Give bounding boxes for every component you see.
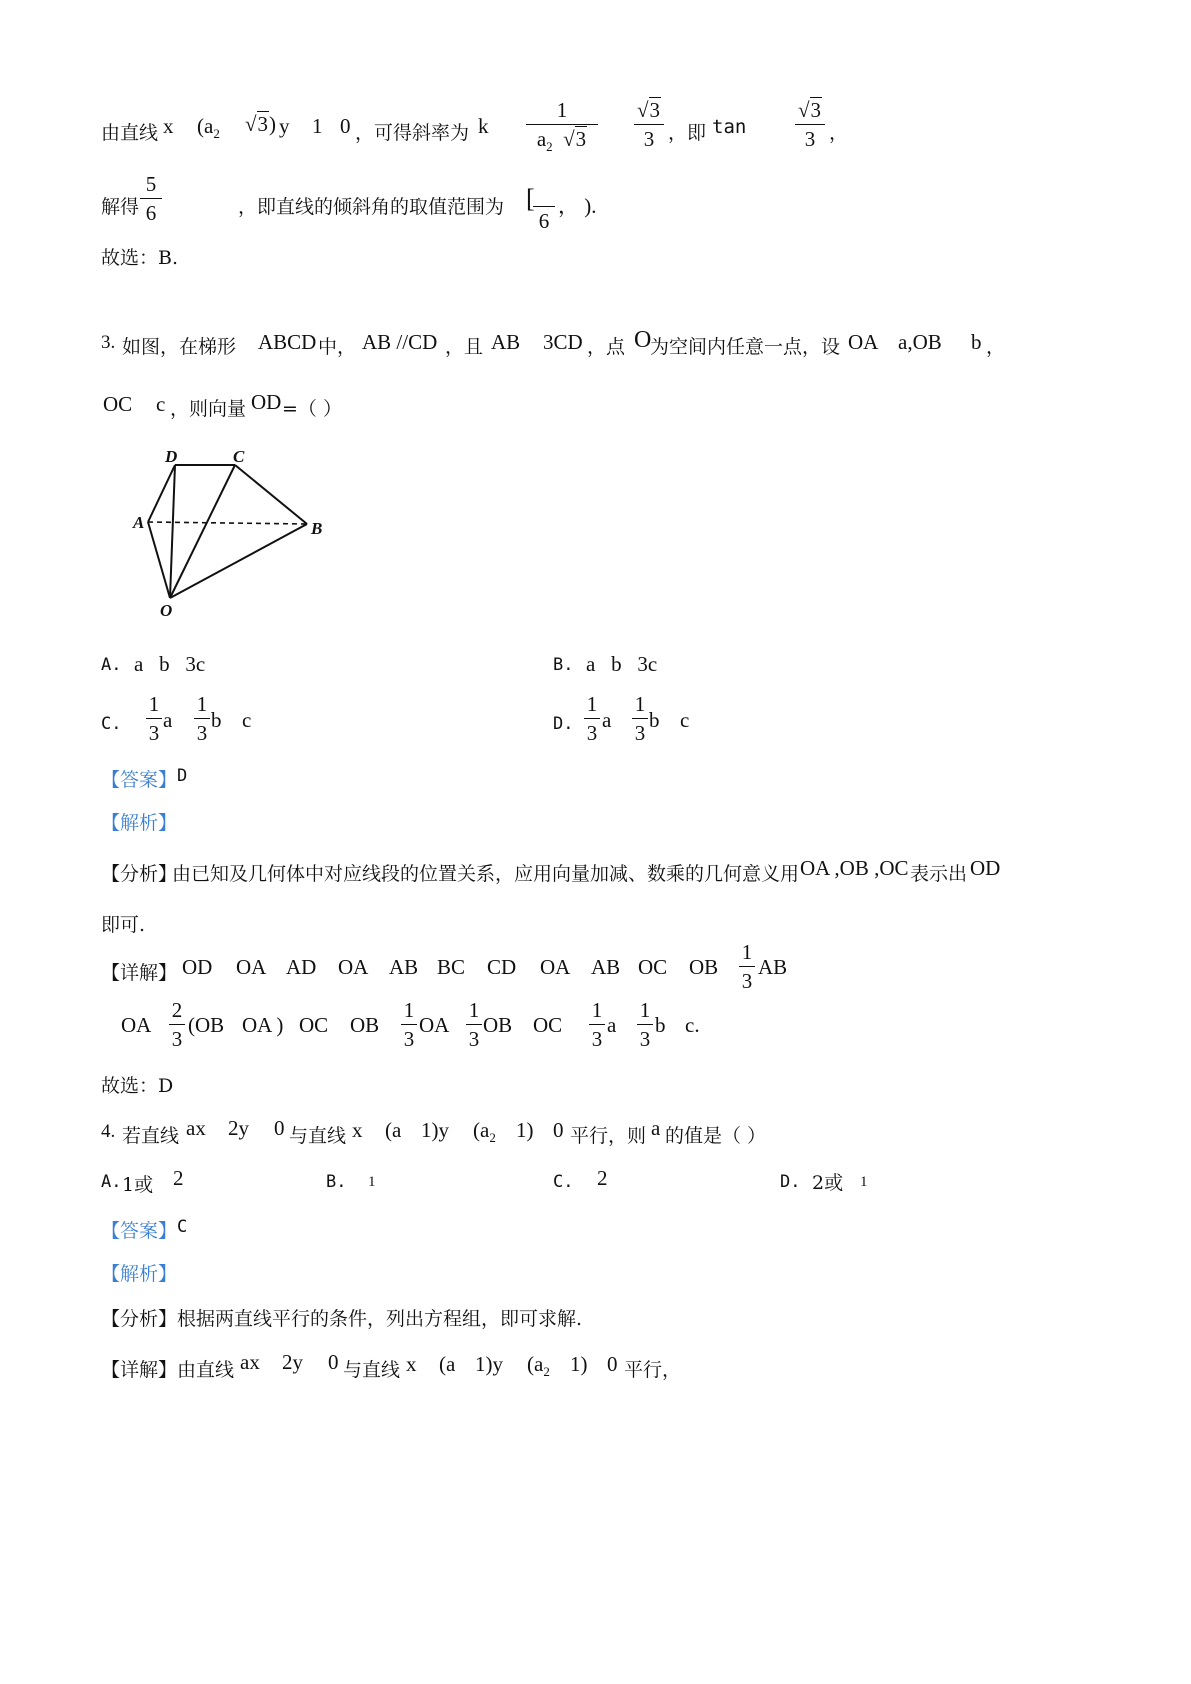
- math-sqrt: √3): [245, 112, 277, 136]
- math: b: [211, 708, 222, 732]
- answer-tag: 【答案】: [101, 1220, 178, 1242]
- option-a-text[interactable]: 1或: [122, 1174, 154, 1196]
- math: AB: [389, 955, 419, 979]
- math: y: [279, 114, 290, 138]
- option-b-label[interactable]: B.: [553, 655, 574, 675]
- fenxi-tag: 【分析】: [101, 863, 178, 885]
- math: 0: [274, 1116, 285, 1140]
- math: OD: [182, 955, 213, 979]
- math: 0: [340, 114, 351, 138]
- option-b-text[interactable]: a b 3c: [586, 652, 658, 676]
- math: ($a_2$: [527, 1352, 550, 1380]
- xiangjie-tag: 【详解】: [101, 1359, 178, 1381]
- label-o: O: [160, 601, 173, 620]
- text: ，: [829, 122, 849, 144]
- fraction: 1 3: [194, 692, 210, 745]
- option-a-label[interactable]: A.: [101, 655, 122, 675]
- math: c: [156, 392, 166, 416]
- math: OC: [638, 955, 668, 979]
- text: 解得: [101, 196, 140, 218]
- math: b: [649, 708, 660, 732]
- math: OA: [121, 1013, 152, 1037]
- text: ，: [986, 336, 1006, 358]
- math: c: [242, 708, 252, 732]
- math: ($a_2$: [473, 1118, 496, 1146]
- math: 1)y: [475, 1352, 503, 1376]
- option-a-text[interactable]: a b 3c: [134, 652, 206, 676]
- math: tan: [712, 116, 747, 138]
- math: x: [163, 114, 174, 138]
- text: 平行，则: [570, 1125, 647, 1147]
- math: [: [526, 184, 535, 213]
- text: 为空间内任意一点，设: [650, 336, 841, 358]
- math: 3CD: [543, 330, 583, 354]
- text: 与直线: [289, 1125, 347, 1147]
- math: OC: [533, 1013, 563, 1037]
- option-d-value2[interactable]: 1: [860, 1174, 868, 1190]
- fraction: 1 3: [584, 692, 600, 745]
- math: 1): [570, 1352, 588, 1376]
- math: a: [163, 708, 173, 732]
- math: ABCD: [258, 330, 317, 354]
- math: BC: [437, 955, 466, 979]
- math: x: [406, 1352, 417, 1376]
- math: OC: [103, 392, 133, 416]
- question-number: 3.: [101, 332, 116, 353]
- fraction: 1 3: [739, 940, 755, 993]
- math: (a: [439, 1352, 456, 1376]
- trapezoid-figure: [100, 440, 340, 620]
- text: 与直线: [343, 1359, 401, 1381]
- math: 0: [328, 1350, 339, 1374]
- math: OA: [236, 955, 267, 979]
- text: ，且: [445, 336, 484, 358]
- text: 由直线: [101, 122, 159, 144]
- text: ，则向量: [170, 398, 247, 420]
- fraction: 1 3: [401, 998, 417, 1051]
- jiexi-tag: 【解析】: [101, 812, 178, 834]
- fenxi-text: 根据两直线平行的条件，列出方程组，即可求解.: [177, 1308, 583, 1330]
- math: 0: [607, 1352, 618, 1376]
- fraction: 1 3: [146, 692, 162, 745]
- math: c: [680, 708, 690, 732]
- math: 1): [516, 1118, 534, 1142]
- text: 故选：D: [101, 1075, 174, 1097]
- label-a: A: [133, 513, 145, 532]
- label-c: C: [233, 447, 245, 466]
- answer-tag: 【答案】: [101, 769, 178, 791]
- label-d: D: [165, 447, 178, 466]
- math: AB //CD: [362, 330, 438, 354]
- math: OB: [350, 1013, 380, 1037]
- text: 平行，: [624, 1359, 682, 1381]
- option-d-value[interactable]: 2或: [812, 1172, 844, 1194]
- fraction: 1 3: [466, 998, 482, 1051]
- fenxi-text: 由已知及几何体中对应线段的位置关系，应用向量加减、数乘的几何意义用: [172, 863, 800, 885]
- math: a,OB: [898, 330, 942, 354]
- math: ax: [186, 1116, 206, 1140]
- option-d-label[interactable]: D.: [553, 714, 574, 734]
- option-b-value[interactable]: 1: [368, 1174, 376, 1190]
- math: O: [634, 327, 652, 353]
- option-a-label[interactable]: A.: [101, 1172, 122, 1192]
- option-c-label[interactable]: C.: [553, 1172, 574, 1192]
- math: OC: [299, 1013, 329, 1037]
- math: OD: [251, 390, 282, 414]
- text: ，即直线的倾斜角的取值范围为: [238, 196, 505, 218]
- fraction: 1 3: [637, 998, 653, 1051]
- jiexi-tag: 【解析】: [101, 1263, 178, 1285]
- math: OA ,OB ,OC: [800, 856, 909, 880]
- math: AB: [591, 955, 621, 979]
- fraction: 2 3: [169, 998, 185, 1051]
- math: 2y: [228, 1116, 249, 1140]
- math: OD: [970, 856, 1001, 880]
- math: OA: [338, 955, 369, 979]
- option-c-label[interactable]: C.: [101, 714, 122, 734]
- text: 的值是（ ）: [665, 1125, 767, 1147]
- fraction: 5 6: [140, 172, 162, 225]
- math: 0: [553, 1118, 564, 1142]
- math: 1)y: [421, 1118, 449, 1142]
- text: ，点: [587, 336, 626, 358]
- math: OA ): [242, 1013, 284, 1037]
- question-number: 4.: [101, 1121, 116, 1142]
- math: 1: [312, 114, 323, 138]
- math: (OB: [188, 1013, 225, 1037]
- option-a-value[interactable]: 2: [173, 1166, 184, 1190]
- math: k: [478, 114, 489, 138]
- math: OA: [848, 330, 879, 354]
- fraction: √3 3: [634, 98, 664, 151]
- math: (a: [385, 1118, 402, 1142]
- fraction: 1 3: [589, 998, 605, 1051]
- math: c.: [685, 1013, 700, 1037]
- fraction: 1 3: [632, 692, 648, 745]
- math: b: [655, 1013, 666, 1037]
- label-b: B: [311, 519, 323, 538]
- fraction: √3 3: [795, 98, 825, 151]
- option-b-label[interactable]: B.: [326, 1172, 347, 1192]
- fraction: 6: [533, 180, 555, 233]
- text: ，即: [668, 122, 707, 144]
- math: ($a_2$: [197, 114, 220, 142]
- fraction: 1 $a_2$ √3: [526, 98, 598, 159]
- text: 如图，在梯形: [122, 336, 237, 358]
- math: a: [602, 708, 612, 732]
- fenxi-tag: 【分析】: [101, 1308, 178, 1330]
- math: OB: [689, 955, 719, 979]
- math: a: [651, 1116, 661, 1140]
- math: OB: [483, 1013, 513, 1037]
- math: CD: [487, 955, 517, 979]
- math: b: [971, 330, 982, 354]
- text: 故选：B.: [101, 247, 179, 269]
- math: AB: [491, 330, 521, 354]
- option-d-label[interactable]: D.: [780, 1172, 801, 1192]
- math: OA: [419, 1013, 450, 1037]
- answer-value: C: [177, 1217, 188, 1237]
- answer-value: D: [177, 766, 188, 786]
- math: a: [607, 1013, 617, 1037]
- math: AD: [286, 955, 317, 979]
- text: ，可得斜率为: [355, 122, 470, 144]
- math: ， ).: [558, 194, 597, 218]
- text: 由直线: [177, 1359, 235, 1381]
- math: OA: [540, 955, 571, 979]
- math: 2y: [282, 1350, 303, 1374]
- text: =（ ）: [282, 398, 342, 420]
- math: ax: [240, 1350, 260, 1374]
- math: x: [352, 1118, 363, 1142]
- option-c-value[interactable]: 2: [597, 1166, 608, 1190]
- text: 即可.: [101, 914, 146, 936]
- text: 若直线: [122, 1125, 180, 1147]
- math: AB: [758, 955, 788, 979]
- text: 中，: [318, 336, 357, 358]
- text: 表示出: [910, 863, 968, 885]
- xiangjie-tag: 【详解】: [101, 962, 178, 984]
